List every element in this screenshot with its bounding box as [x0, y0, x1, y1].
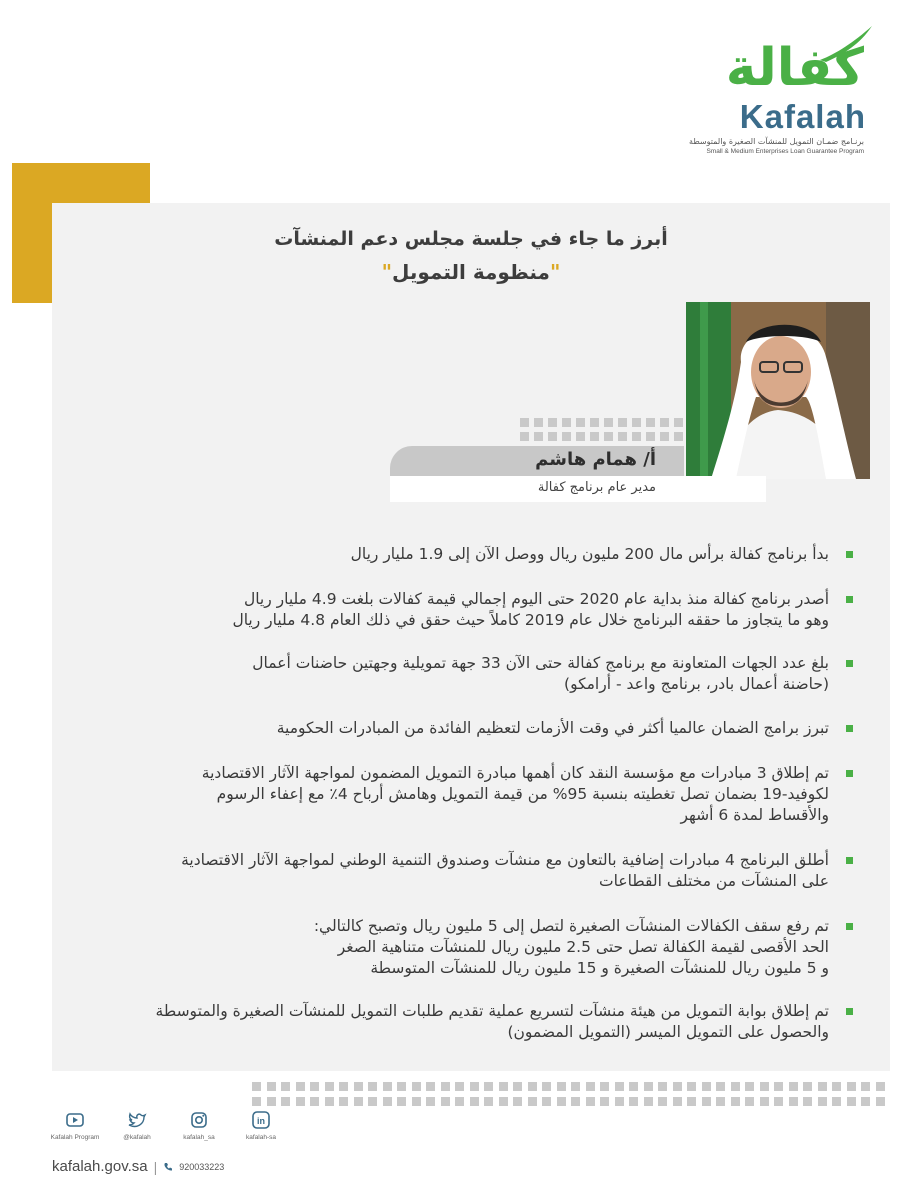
headline [52, 228, 890, 284]
instagram-link[interactable]: kafalah_sa [176, 1110, 222, 1141]
speaker-title: مدير عام برنامج كفالة [537, 480, 656, 495]
twitter-icon [127, 1110, 147, 1130]
bullet-icon [846, 770, 853, 777]
bullet-icon [846, 551, 853, 558]
list-item: تم إطلاق 3 مبادرات مع مؤسسة النقد كان أهمها مبادرة التمويل المضمون لمواجهة الآثار الاقتصادية لكوفيد-19 بضمان تصل تغطيته بنسبة 95% من قيمة التمويل وهامش أرباح 4٪ مع إعفاء الرسوم والأقساط لمدة 6 أشهر [55, 763, 855, 826]
list-item: أطلق البرنامج 4 مبادرات إضافية بالتعاون مع منشآت وصندوق التنمية الوطني لمواجهة الآثار الاقتصادية على المنشآت من مختلف القطاعات [55, 850, 855, 892]
list-item: تم رفع سقف الكفالات المنشآت الصغيرة لتصل إلى 5 مليون ريال وتصبح كالتالي: الحد الأقصى لقيمة الكفالة تصل حتى 2.5 مليون ريال للمنشآت متناهية الصغر و 5 مليون ريال للمنشآت الصغيرة و 15 مليون ريال للمنشآت المتوسطة [55, 916, 855, 979]
quote-mark-close: " [381, 260, 393, 284]
logo-arabic: كفالة [725, 38, 864, 98]
list-item: تبرز برامج الضمان عالميا أكثر في وقت الأزمات لتعظيم الفائدة من المبادرات الحكومية [55, 718, 855, 739]
headline-topic: منظومة التمويل [392, 260, 550, 284]
list-item: بدأ برنامج كفالة برأس مال 200 مليون ريال ووصل الآن إلى 1.9 مليار ريال [55, 544, 855, 565]
speaker-photo [686, 302, 870, 479]
list-item: تم إطلاق بوابة التمويل من هيئة منشآت لتسريع عملية تقديم طلبات التمويل للمنشآت الصغيرة والمتوسطة والحصول على التمويل الميسر (التمويل المضمون) [55, 1001, 855, 1043]
youtube-icon [65, 1110, 85, 1130]
kafalah-logo [689, 18, 878, 158]
bullet-icon [846, 857, 853, 864]
logo-subtitle-english: Small & Medium Enterprises Loan Guarantee Program [706, 148, 864, 155]
twitter-link[interactable]: @kafalah [114, 1110, 160, 1141]
bullet-icon [846, 923, 853, 930]
phone-icon [163, 1162, 173, 1172]
dot-pattern-bottom [252, 1082, 885, 1106]
list-item: بلغ عدد الجهات المتعاونة مع برنامج كفالة حتى الآن 33 جهة تمويلية وجهتين حاضنات أعمال (حاضنة أعمال بادر، برنامج واعد - أرامكو) [55, 653, 855, 695]
linkedin-link[interactable]: in kafalah-sa [238, 1110, 284, 1141]
logo-english: Kafalah [739, 98, 866, 135]
key-points-list [55, 544, 855, 1043]
logo-subtitle-arabic: برنـامج ضمـان التمويل للمنشآت الصغيرة والمتوسطة [689, 137, 864, 146]
linkedin-icon [251, 1110, 271, 1130]
svg-text:in: in [257, 1116, 265, 1126]
footer-separator: | [153, 1158, 158, 1175]
bullet-icon [846, 1008, 853, 1015]
quote-mark-open: " [549, 260, 561, 284]
list-item: أصدر برنامج كفالة منذ بداية عام 2020 حتى اليوم إجمالي قيمة كفالات بلغت 4.9 مليار ريال وهو ما يتجاوز ما حققه البرنامج خلال عام 2019 كاملاً حيث حقق في ذلك العام 4.8 مليار ريال [55, 589, 855, 631]
instagram-icon [189, 1110, 209, 1130]
footer-contact [52, 1158, 224, 1175]
social-links [52, 1110, 284, 1141]
speaker-name: أ/ همام هاشم [535, 449, 656, 470]
bullet-icon [846, 725, 853, 732]
bullet-icon [846, 596, 853, 603]
phone-number[interactable]: 920033223 [179, 1161, 225, 1172]
headline-line2 [52, 260, 890, 284]
bullet-icon [846, 660, 853, 667]
website-link[interactable]: kafalah.gov.sa [52, 1158, 148, 1175]
youtube-link[interactable]: Kafalah Program [52, 1110, 98, 1141]
dot-pattern-top [520, 418, 683, 441]
headline-line1: أبرز ما جاء في جلسة مجلس دعم المنشآت [274, 228, 668, 250]
